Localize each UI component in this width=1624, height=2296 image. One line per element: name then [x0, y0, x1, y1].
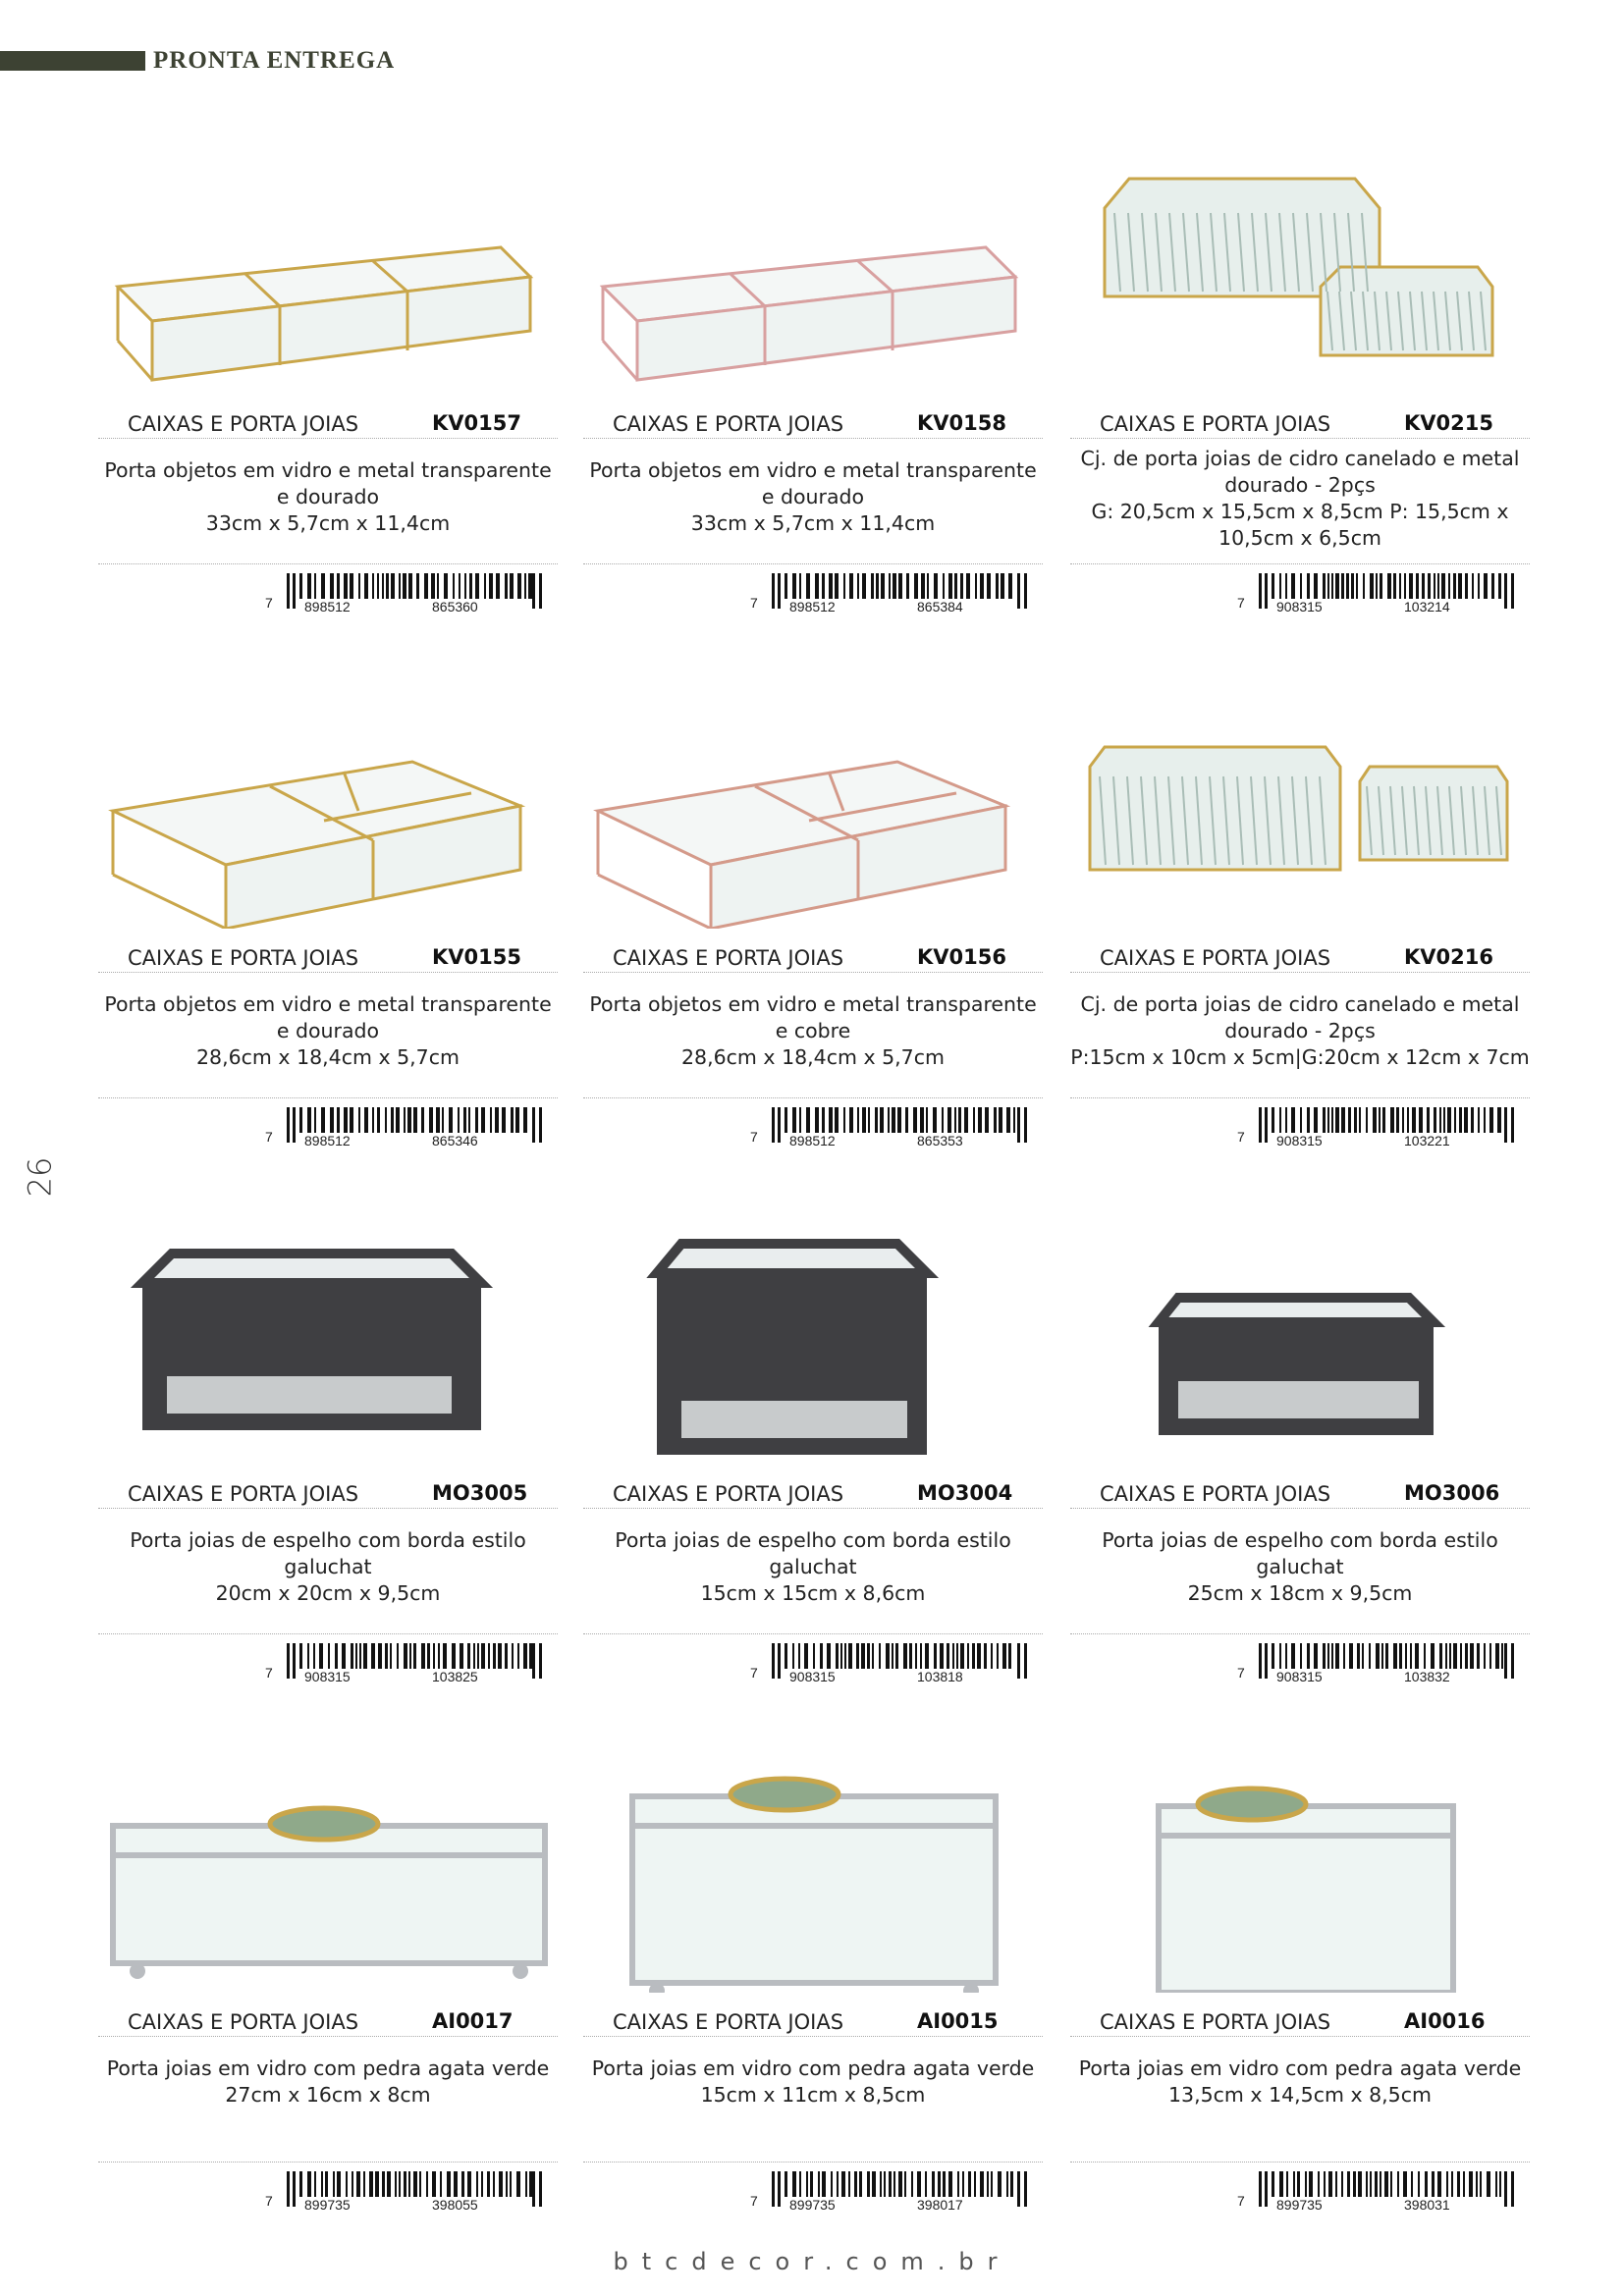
description-line: 27cm x 16cm x 8cm	[225, 2083, 431, 2107]
description-line: 15cm x 15cm x 8,6cm	[700, 1581, 926, 1605]
product-category: CAIXAS E PORTA JOIAS	[1100, 1482, 1331, 1506]
description-line: 28,6cm x 18,4cm x 5,7cm	[681, 1045, 945, 1069]
description-line: e dourado	[761, 485, 865, 508]
product-photo	[98, 159, 558, 395]
product-description	[1070, 2056, 1530, 2109]
product-photo	[98, 693, 558, 929]
product-description	[98, 457, 558, 537]
barcode-group-2: 398055	[432, 2197, 478, 2213]
product-code: AI0016	[1404, 2009, 1486, 2033]
product-category: CAIXAS E PORTA JOIAS	[128, 412, 359, 436]
divider	[1070, 563, 1530, 564]
description-line: Porta joias de espelho com borda estilo	[615, 1528, 1011, 1552]
barcode	[265, 1643, 550, 1682]
tray-3-gold-icon	[98, 159, 558, 395]
barcode-group-2: 103214	[1404, 599, 1450, 614]
barcode-group-2: 103818	[917, 1669, 963, 1684]
barcode	[265, 573, 550, 613]
description-line: e dourado	[276, 485, 380, 508]
barcode	[1237, 573, 1522, 613]
barcode-prefix: 7	[1237, 2193, 1245, 2209]
section-title: PRONTA ENTREGA	[153, 47, 396, 74]
category-row	[98, 1478, 558, 1509]
barcode-prefix: 7	[750, 1665, 758, 1681]
divider	[583, 563, 1043, 564]
product-photo	[1070, 1229, 1530, 1465]
description-line: 15cm x 11cm x 8,5cm	[700, 2083, 926, 2107]
product-photo	[1070, 1757, 1530, 1993]
product-category: CAIXAS E PORTA JOIAS	[128, 1482, 359, 1506]
barcode-group-1: 898512	[789, 599, 836, 614]
barcode	[750, 573, 1035, 613]
product-code: MO3004	[917, 1481, 1013, 1505]
product-category: CAIXAS E PORTA JOIAS	[613, 946, 844, 970]
barcode-group-1: 908315	[1276, 1133, 1323, 1148]
barcode	[265, 1107, 550, 1147]
barcode	[1237, 1643, 1522, 1682]
barcode	[750, 1107, 1035, 1147]
product-photo	[583, 1757, 1043, 1993]
galuchat-mirror-box-icon	[98, 1229, 558, 1465]
description-line: Porta objetos em vidro e metal transparente	[104, 992, 552, 1016]
description-line: Porta objetos em vidro e metal transparente	[589, 458, 1037, 482]
product-description	[1070, 1527, 1530, 1607]
description-line: G: 20,5cm x 15,5cm x 8,5cm P: 15,5cm x	[1091, 500, 1509, 523]
barcode-prefix: 7	[265, 1665, 273, 1681]
barcode-group-2: 398031	[1404, 2197, 1450, 2213]
description-line: galuchat	[1256, 1555, 1344, 1578]
barcode-group-1: 908315	[1276, 1669, 1323, 1684]
description-line: galuchat	[769, 1555, 857, 1578]
description-line: Porta joias de espelho com borda estilo	[1102, 1528, 1498, 1552]
description-line: 33cm x 5,7cm x 11,4cm	[690, 511, 936, 535]
category-row	[1070, 408, 1530, 439]
barcode-group-2: 103221	[1404, 1133, 1450, 1148]
product-photo	[1070, 159, 1530, 395]
product-code: MO3006	[1404, 1481, 1500, 1505]
galuchat-mirror-box-tall-icon	[583, 1229, 1043, 1465]
product-category: CAIXAS E PORTA JOIAS	[128, 2010, 359, 2034]
barcode-prefix: 7	[750, 2193, 758, 2209]
barcode-prefix: 7	[1237, 1129, 1245, 1145]
product-category: CAIXAS E PORTA JOIAS	[613, 2010, 844, 2034]
barcode	[265, 2171, 550, 2211]
category-row	[583, 408, 1043, 439]
description-line: 28,6cm x 18,4cm x 5,7cm	[196, 1045, 460, 1069]
product-description	[1070, 446, 1530, 552]
barcode	[1237, 2171, 1522, 2211]
product-photo	[1070, 693, 1530, 929]
product-description	[583, 991, 1043, 1071]
divider	[583, 2162, 1043, 2163]
tray-4-copper-icon	[583, 693, 1043, 929]
barcode-group-2: 865346	[432, 1133, 478, 1148]
category-row	[583, 942, 1043, 973]
barcode-group-1: 899735	[789, 2197, 836, 2213]
description-line: 10,5cm x 6,5cm	[1218, 526, 1381, 550]
category-row	[583, 2006, 1043, 2037]
divider	[1070, 1633, 1530, 1634]
category-row	[1070, 942, 1530, 973]
product-photo	[98, 1229, 558, 1465]
category-row	[98, 408, 558, 439]
barcode-group-1: 908315	[1276, 599, 1323, 614]
description-line: galuchat	[284, 1555, 372, 1578]
product-code: KV0215	[1404, 411, 1493, 435]
product-photo	[583, 159, 1043, 395]
barcode-prefix: 7	[750, 595, 758, 611]
description-line: Porta objetos em vidro e metal transparente	[589, 992, 1037, 1016]
product-description	[98, 1527, 558, 1607]
description-line: dourado - 2pçs	[1224, 1019, 1376, 1042]
barcode-prefix: 7	[1237, 595, 1245, 611]
product-description	[98, 2056, 558, 2109]
barcode-group-2: 103832	[1404, 1669, 1450, 1684]
divider	[98, 2162, 558, 2163]
barcode-group-2: 398017	[917, 2197, 963, 2213]
divider	[98, 1097, 558, 1098]
description-line: dourado - 2pçs	[1224, 473, 1376, 497]
category-row	[583, 1478, 1043, 1509]
product-code: KV0158	[917, 411, 1006, 435]
barcode-group-1: 898512	[304, 1133, 351, 1148]
barcode-group-1: 899735	[304, 2197, 351, 2213]
galuchat-mirror-box-small-icon	[1070, 1229, 1530, 1465]
fluted-box-pair-flat-icon	[1070, 693, 1530, 929]
barcode-group-2: 865353	[917, 1133, 963, 1148]
barcode	[750, 2171, 1035, 2211]
divider	[98, 563, 558, 564]
product-code: AI0017	[432, 2009, 514, 2033]
barcode-prefix: 7	[265, 2193, 273, 2209]
footer-url: btcdecor.com.br	[613, 2248, 1011, 2275]
product-description	[1070, 991, 1530, 1071]
barcode-prefix: 7	[265, 1129, 273, 1145]
glass-box-agate-icon	[583, 1757, 1043, 1993]
product-photo	[583, 693, 1043, 929]
product-photo	[98, 1757, 558, 1993]
description-line: Porta joias de espelho com borda estilo	[130, 1528, 526, 1552]
product-category: CAIXAS E PORTA JOIAS	[1100, 946, 1331, 970]
product-code: MO3005	[432, 1481, 528, 1505]
tray-4-gold-icon	[98, 693, 558, 929]
barcode-prefix: 7	[750, 1129, 758, 1145]
description-line: Porta joias em vidro com pedra agata verde	[106, 2056, 550, 2080]
divider	[1070, 2162, 1530, 2163]
barcode-group-1: 908315	[304, 1669, 351, 1684]
product-category: CAIXAS E PORTA JOIAS	[1100, 412, 1331, 436]
product-category: CAIXAS E PORTA JOIAS	[128, 946, 359, 970]
section-bar	[0, 51, 145, 71]
divider	[583, 1097, 1043, 1098]
category-row	[98, 2006, 558, 2037]
glass-box-agate-cube-icon	[1070, 1757, 1530, 1993]
product-category: CAIXAS E PORTA JOIAS	[613, 1482, 844, 1506]
description-line: Porta joias em vidro com pedra agata verde	[591, 2056, 1035, 2080]
description-line: 13,5cm x 14,5cm x 8,5cm	[1168, 2083, 1432, 2107]
description-line: 33cm x 5,7cm x 11,4cm	[205, 511, 451, 535]
description-line: Porta objetos em vidro e metal transparente	[104, 458, 552, 482]
barcode-group-1: 898512	[789, 1133, 836, 1148]
barcode	[1237, 1107, 1522, 1147]
product-code: AI0015	[917, 2009, 999, 2033]
description-line: 20cm x 20cm x 9,5cm	[215, 1581, 441, 1605]
description-line: Cj. de porta joias de cidro canelado e metal	[1080, 447, 1520, 470]
product-code: KV0157	[432, 411, 521, 435]
barcode-group-2: 103825	[432, 1669, 478, 1684]
barcode-group-1: 908315	[789, 1669, 836, 1684]
product-description	[583, 1527, 1043, 1607]
product-code: KV0216	[1404, 945, 1493, 969]
glass-box-agate-long-icon	[98, 1757, 558, 1993]
category-row	[98, 942, 558, 973]
category-row	[1070, 1478, 1530, 1509]
category-row	[1070, 2006, 1530, 2037]
product-photo	[583, 1229, 1043, 1465]
product-description	[583, 457, 1043, 537]
barcode-prefix: 7	[265, 595, 273, 611]
barcode-prefix: 7	[1237, 1665, 1245, 1681]
barcode-group-2: 865384	[917, 599, 963, 614]
product-category: CAIXAS E PORTA JOIAS	[1100, 2010, 1331, 2034]
product-description	[583, 2056, 1043, 2109]
product-code: KV0155	[432, 945, 521, 969]
description-line: Cj. de porta joias de cidro canelado e metal	[1080, 992, 1520, 1016]
fluted-box-pair-domed-icon	[1070, 159, 1530, 395]
description-line: 25cm x 18cm x 9,5cm	[1187, 1581, 1413, 1605]
product-code: KV0156	[917, 945, 1006, 969]
description-line: P:15cm x 10cm x 5cm|G:20cm x 12cm x 7cm	[1070, 1045, 1530, 1069]
divider	[583, 1633, 1043, 1634]
page-number: 26	[21, 1156, 59, 1198]
barcode	[750, 1643, 1035, 1682]
divider	[1070, 1097, 1530, 1098]
description-line: e cobre	[775, 1019, 851, 1042]
barcode-group-1: 898512	[304, 599, 351, 614]
product-description	[98, 991, 558, 1071]
description-line: e dourado	[276, 1019, 380, 1042]
description-line: Porta joias em vidro com pedra agata verde	[1078, 2056, 1522, 2080]
barcode-group-2: 865360	[432, 599, 478, 614]
product-category: CAIXAS E PORTA JOIAS	[613, 412, 844, 436]
divider	[98, 1633, 558, 1634]
tray-3-rose-icon	[583, 159, 1043, 395]
barcode-group-1: 899735	[1276, 2197, 1323, 2213]
